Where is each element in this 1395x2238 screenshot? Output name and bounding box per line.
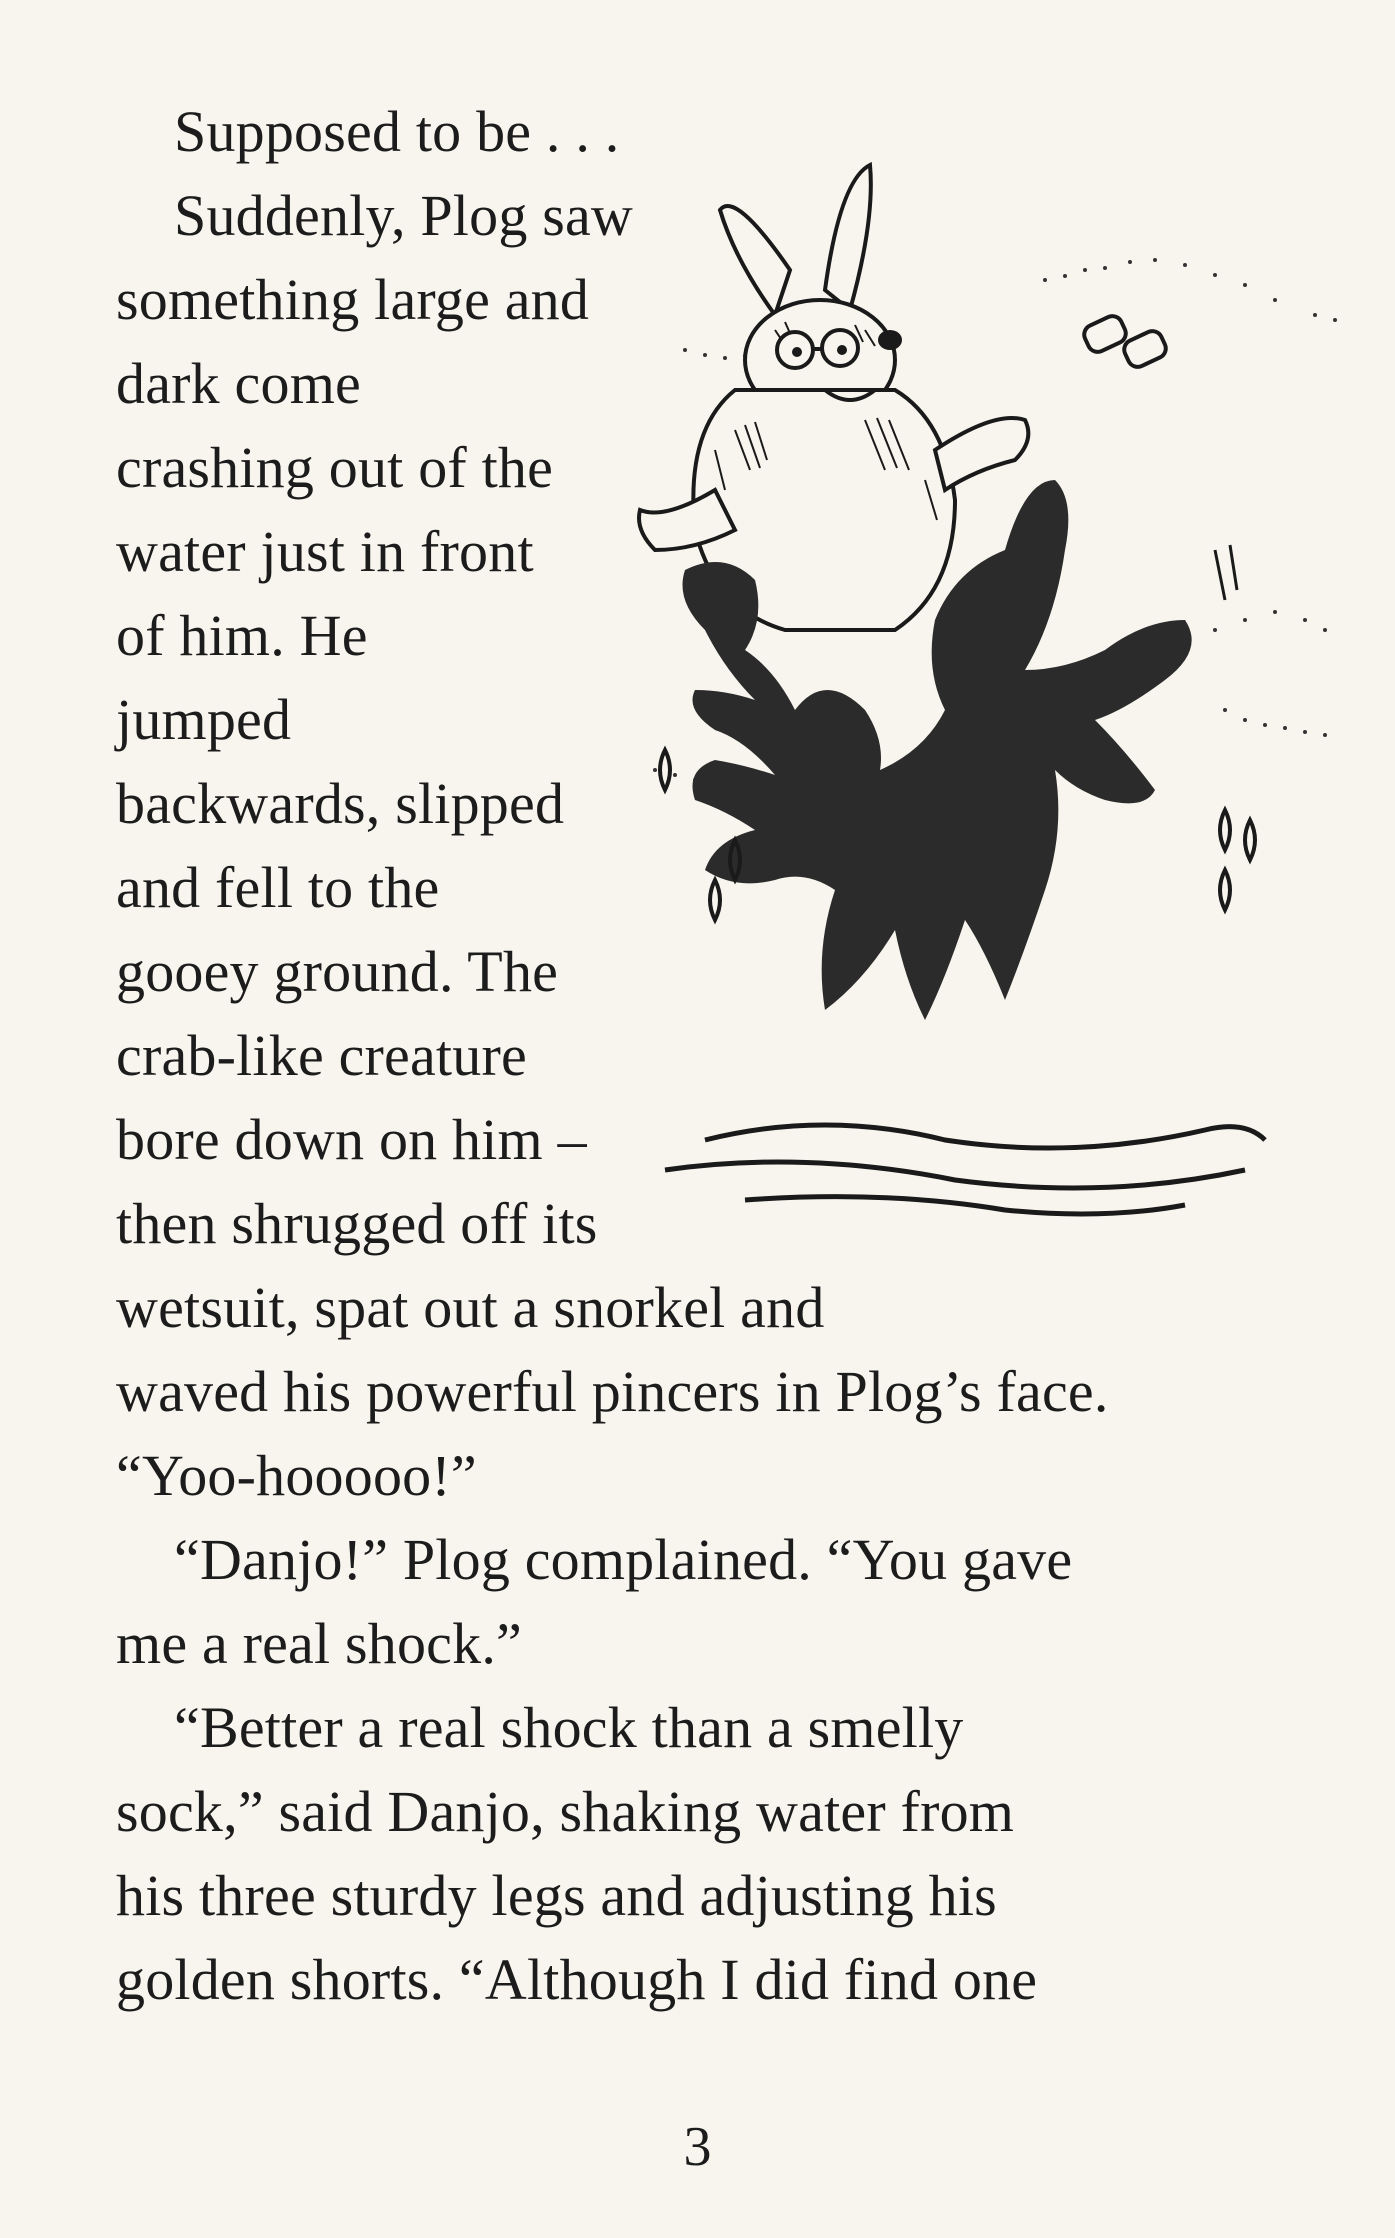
text-line: sock,” said Danjo, shaking water from: [116, 1779, 1015, 1844]
text-line: “Better a real shock than a smelly: [174, 1695, 964, 1760]
text-line: then shrugged off its: [116, 1191, 598, 1256]
text-line: his three sturdy legs and adjusting his: [116, 1863, 997, 1928]
text-line: me a real shock.”: [116, 1611, 522, 1676]
text-line: “Danjo!” Plog complained. “You gave: [174, 1527, 1073, 1592]
binoculars-icon: [1081, 313, 1169, 370]
text-line: Suddenly, Plog saw: [174, 183, 634, 248]
text-line: something large and: [116, 267, 590, 332]
plog-and-danjo-illustration: [625, 150, 1355, 1240]
water-ripples: [665, 1125, 1265, 1214]
text-line: crab-like creature: [116, 1023, 527, 1088]
text-line: gooey ground. The: [116, 939, 559, 1004]
text-line: golden shorts. “Although I did find one: [116, 1947, 1038, 2012]
text-line: water just in front: [116, 519, 534, 584]
text-line: of him. He: [116, 603, 368, 668]
plog-eye: [792, 347, 802, 357]
text-line: jumped: [116, 687, 292, 752]
text-line: backwards, slipped: [116, 771, 565, 836]
plog-nose: [878, 330, 902, 350]
text-line: waved his powerful pincers in Plog’s face.: [116, 1359, 1109, 1424]
text-line: wetsuit, spat out a snorkel and: [116, 1275, 825, 1340]
text-line: crashing out of the: [116, 435, 554, 500]
page-number: 3: [683, 2116, 712, 2178]
text-line: “Yoo-hooooo!”: [116, 1443, 477, 1508]
text-line: dark come: [116, 351, 361, 416]
text-line: bore down on him –: [116, 1107, 587, 1172]
text-line: Supposed to be . . .: [174, 99, 620, 164]
motion-lines: [1215, 545, 1237, 600]
text-line: and fell to the: [116, 855, 440, 920]
plog-eye: [837, 345, 847, 355]
